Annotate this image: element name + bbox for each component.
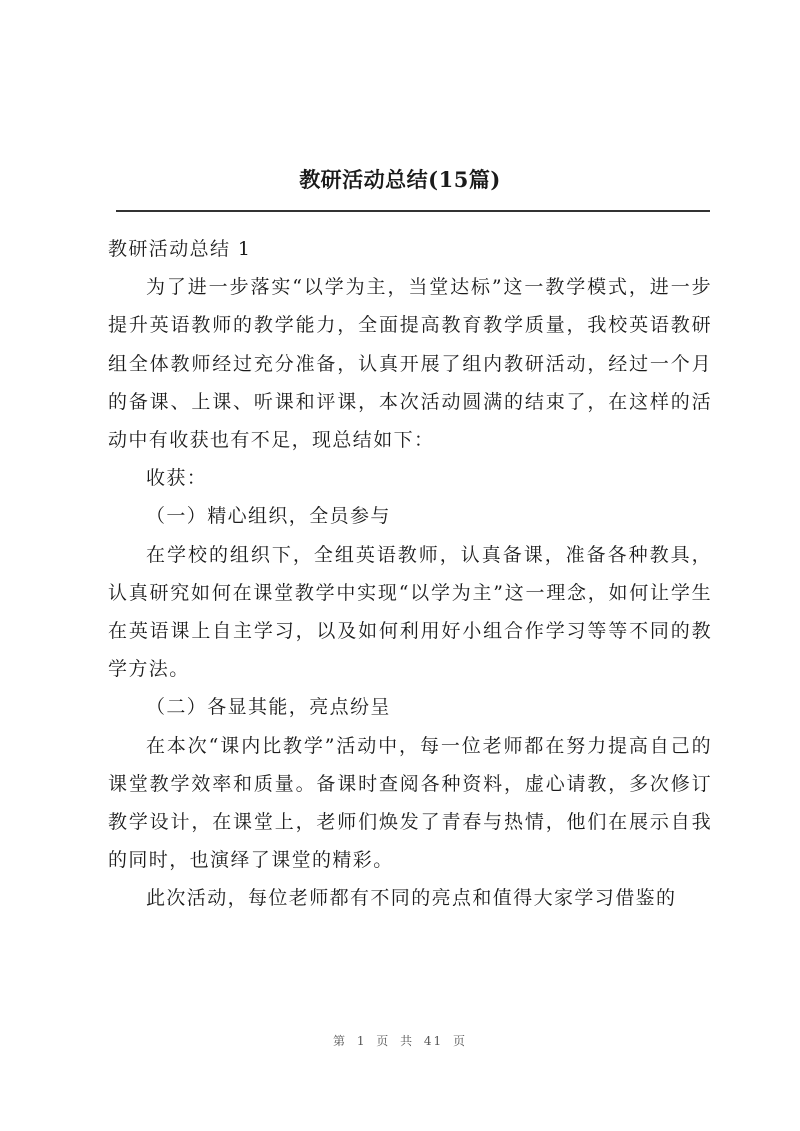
paragraph-highlights: 此次活动，每位老师都有不同的亮点和值得大家学习借鉴的 xyxy=(146,887,677,910)
subheading-1: （一）精心组织，全员参与 xyxy=(146,505,391,528)
page-footer: 第 1 页 共 41 页 xyxy=(333,1034,467,1048)
document-body xyxy=(108,230,712,918)
title-divider xyxy=(116,210,710,212)
paragraph-competition: 在本次“课内比教学”活动中，每一位老师都在努力提高自己的课堂教学效率和质量。备课时查阅各种资料，虚心请教，多次修订教学设计，在课堂上，老师们焕发了青春与热情，他们在展示自我的同时，也演绎了课堂的精彩。 xyxy=(108,734,712,872)
subheading-2: （二）各显其能，亮点纷呈 xyxy=(146,696,391,719)
paragraph-harvest-label: 收获： xyxy=(146,467,208,490)
section-heading: 教研活动总结 1 xyxy=(108,238,252,260)
paragraph-organization: 在学校的组织下，全组英语教师，认真备课，准备各种教具，认真研究如何在课堂教学中实现“以学为主”这一理念，如何让学生在英语课上自主学习，以及如何利用好小组合作学习等等不同的教学方法。 xyxy=(108,543,712,681)
document-title: 教研活动总结(15篇) xyxy=(299,167,501,192)
paragraph-intro: 为了进一步落实“以学为主，当堂达标”这一教学模式，进一步提升英语教师的教学能力，全面提高教育教学质量，我校英语教研组全体教师经过充分准备，认真开展了组内教研活动，经过一个月的备课、上课、听课和评课，本次活动圆满的结束了，在这样的活动中有收获也有不足，现总结如下： xyxy=(108,276,712,452)
